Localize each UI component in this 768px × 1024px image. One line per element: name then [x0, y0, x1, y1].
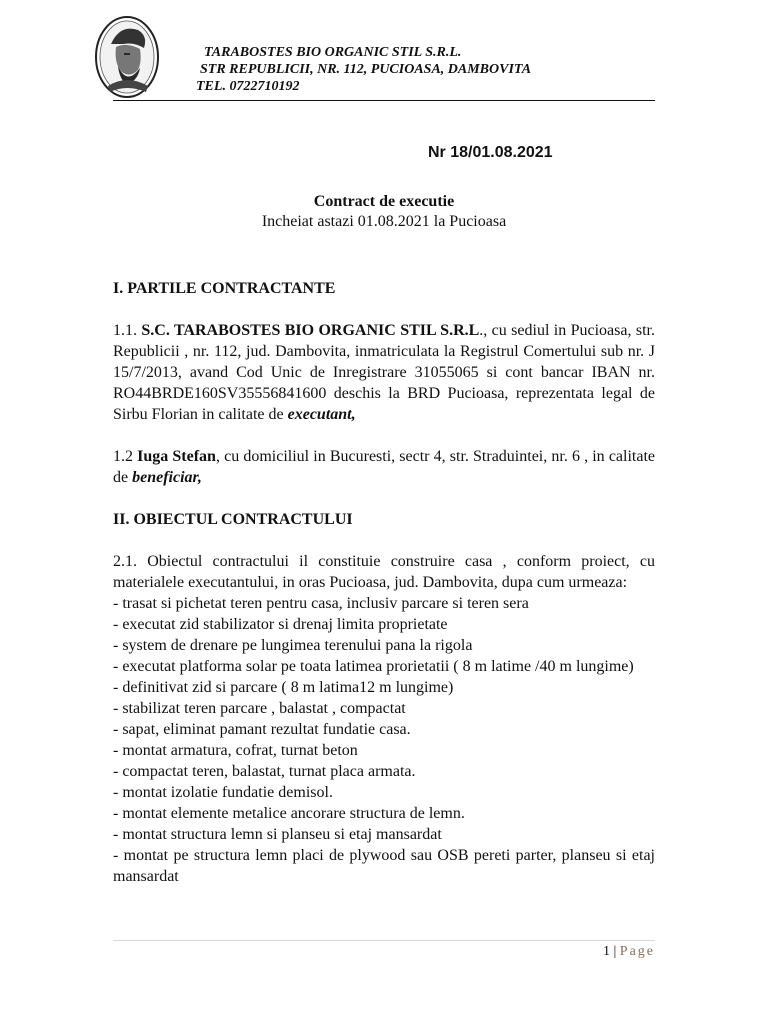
- list-item: - montat elemente metalice ancorare structura de lemn.: [113, 805, 465, 822]
- page-footer: [603, 944, 655, 960]
- party-executant-paragraph: [113, 320, 655, 425]
- company-address: STR REPUBLICII, NR. 112, PUCIOASA, DAMBOVITA: [200, 62, 532, 77]
- executant-role: executant,: [287, 406, 356, 423]
- page-number: 1: [602, 944, 610, 959]
- company-phone: TEL. 0722710192: [196, 79, 300, 94]
- list-item: - compactat teren, balastat, turnat placa armata.: [113, 763, 416, 780]
- list-item: - montat structura lemn si planseu si etaj mansardat: [113, 826, 442, 843]
- object-intro-paragraph: 2.1. Obiectul contractului il constituie construire casa , conform proiect, cu materialele executantului, in oras Pucioasa, jud. Dambovita, dupa cum urmeaza:: [113, 553, 655, 591]
- list-item: - montat pe structura lemn placi de plywood sau OSB pereti parter, planseu si etaj mansardat: [113, 847, 655, 885]
- document-number: Nr 18/01.08.2021: [428, 144, 553, 161]
- executant-company-name: S.C. TARABOSTES BIO ORGANIC STIL S.R.L: [141, 322, 480, 339]
- list-item: - system de drenare pe lungimea terenului pana la rigola: [113, 637, 473, 654]
- section-heading-parties: I. PARTILE CONTRACTANTE: [113, 280, 336, 297]
- paragraph-number: 1.1.: [113, 322, 142, 339]
- company-logo: [94, 14, 160, 100]
- list-item: - montat armatura, cofrat, turnat beton: [113, 742, 358, 759]
- list-item: - stabilizat teren parcare , balastat , compactat: [113, 700, 406, 717]
- company-info: [196, 44, 531, 95]
- contract-title: Contract de executie: [313, 193, 455, 210]
- section-heading-object: II. OBIECTUL CONTRACTULUI: [113, 511, 353, 528]
- company-name: TARABOSTES BIO ORGANIC STIL S.R.L.: [204, 45, 462, 60]
- list-item: - definitivat zid si parcare ( 8 m latima12 m lungime): [113, 679, 454, 696]
- contract-subtitle: Incheiat astazi 01.08.2021 la Pucioasa: [261, 213, 507, 230]
- list-item: - trasat si pichetat teren pentru casa, inclusiv parcare si teren sera: [113, 595, 529, 612]
- paragraph-number: 1.2: [113, 448, 138, 465]
- list-item: - montat izolatie fundatie demisol.: [113, 784, 333, 801]
- beneficiary-name: Iuga Stefan: [137, 448, 216, 465]
- header-divider: [113, 100, 655, 101]
- list-item: - executat platforma solar pe toata latimea prorietatii ( 8 m latime /40 m lungime): [113, 658, 634, 675]
- page-label: Page: [619, 944, 655, 959]
- document-body: [113, 278, 655, 887]
- beneficiary-details: , cu domiciliul in Bucuresti, sectr 4, str. Straduintei, nr. 6 , in calitate de: [113, 448, 656, 486]
- list-item: - executat zid stabilizator si drenaj limita proprietate: [113, 616, 448, 633]
- party-beneficiary-paragraph: [113, 446, 655, 488]
- footer-divider: [113, 940, 655, 941]
- list-item: - sapat, eliminat pamant rezultat fundatie casa.: [113, 721, 411, 738]
- beneficiary-role: beneficiar,: [132, 469, 202, 486]
- executant-details: ., cu sediul in Pucioasa, str. Republicii , nr. 112, jud. Dambovita, inmatriculata la Registrul Comertului sub nr. J 15/7/2013, avand Cod Unic de Inregistrare 31055065 si cont bancar IBAN nr. RO44BRDE160SV35556841600 deschis la BRD Pucioasa, reprezentata legal de Sirbu Florian in calitate de: [113, 322, 655, 423]
- page-separator: |: [613, 944, 617, 959]
